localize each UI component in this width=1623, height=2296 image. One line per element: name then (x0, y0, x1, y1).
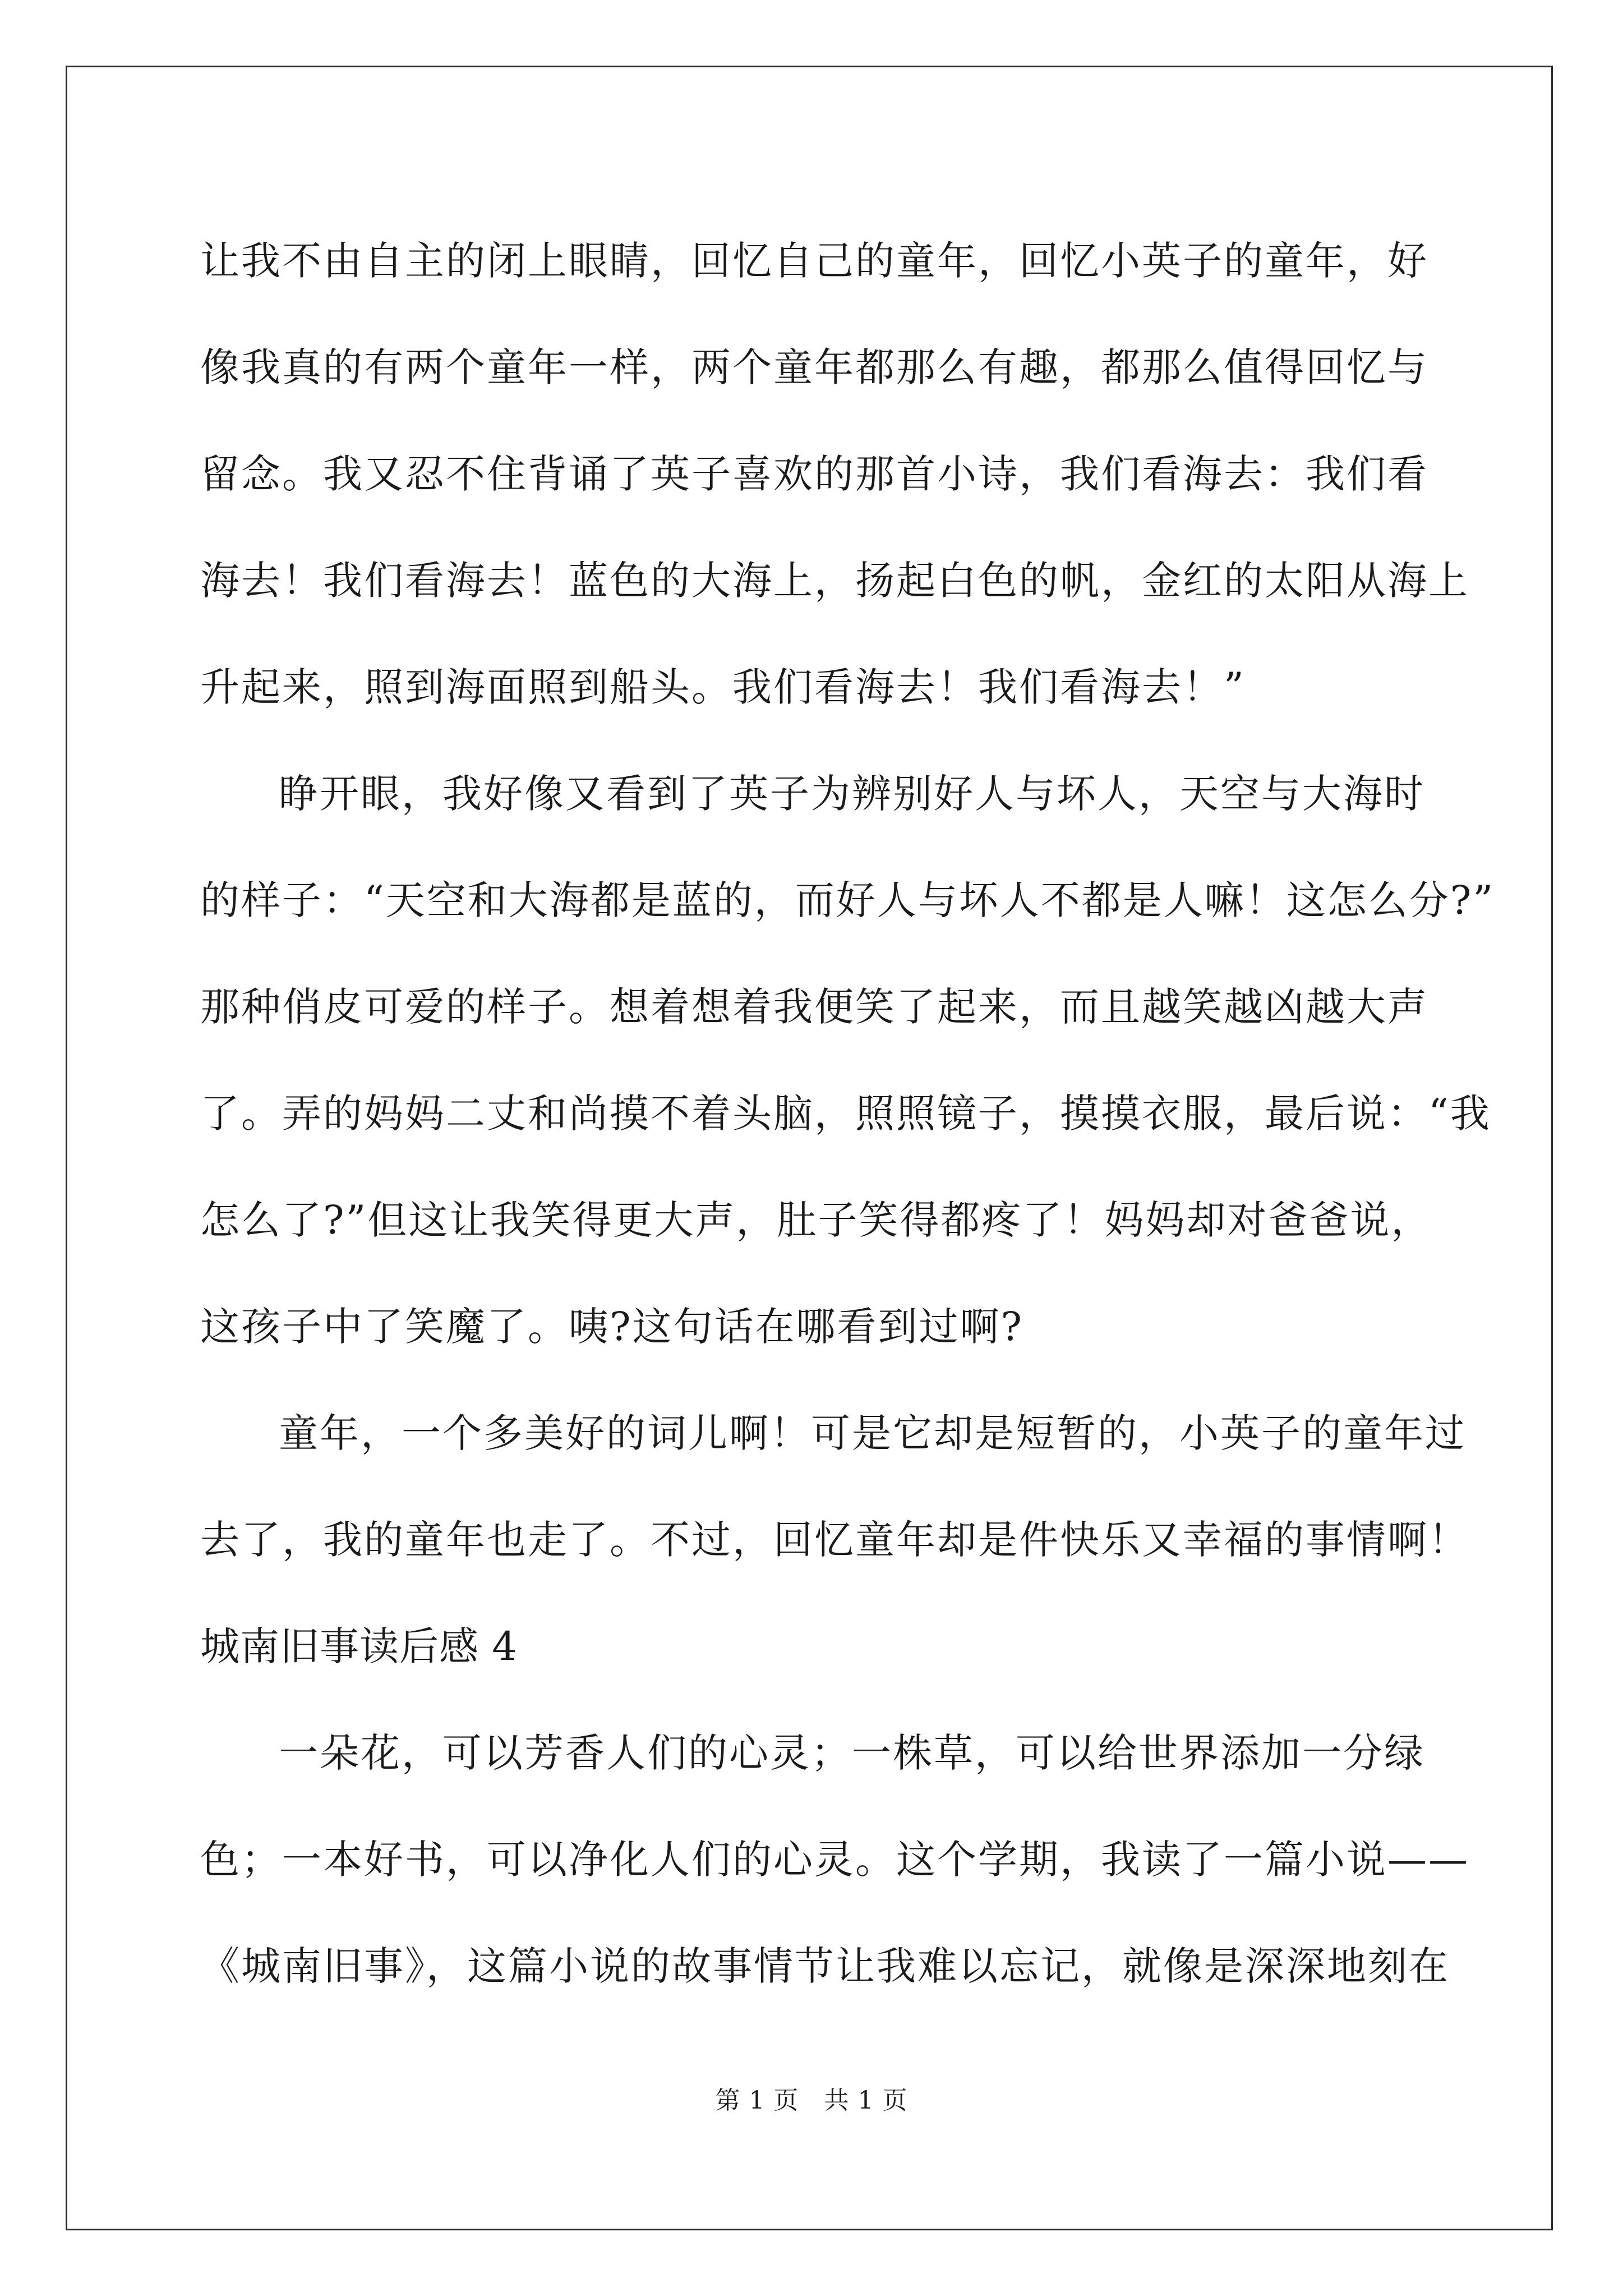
text-line-9: 了。弄的妈妈二丈和尚摸不着头脑，照照镜子，摸摸衣服，最后说：“我 (200, 1091, 1491, 1137)
text-line-13: 去了，我的童年也走了。不过，回忆童年却是件快乐又幸福的事情啊！ (200, 1517, 1469, 1563)
text-line-17: 《城南旧事》，这篇小说的故事情节让我难以忘记，就像是深深地刻在 (200, 1943, 1450, 1989)
text-line-12: 童年，一个多美好的词儿啊！可是它却是短暂的，小英子的童年过 (279, 1410, 1466, 1456)
text-line-1: 让我不由自主的闭上眼睛，回忆自己的童年，回忆小英子的童年，好 (200, 238, 1428, 284)
text-line-5: 升起来，照到海面照到船头。我们看海去！我们看海去！” (200, 664, 1246, 710)
text-line-6: 睁开眼，我好像又看到了英子为辨别好人与坏人，天空与大海时 (279, 771, 1425, 817)
text-line-16: 色；一本好书，可以净化人们的心灵。这个学期，我读了一篇小说—— (200, 1837, 1469, 1883)
text-line-4: 海去！我们看海去！蓝色的大海上，扬起白色的帆，金红的太阳从海上 (200, 558, 1469, 604)
document-body (200, 208, 1495, 2019)
text-line-11: 这孩子中了笑魔了。咦?这句话在哪看到过啊? (200, 1304, 1024, 1350)
text-line-10: 怎么了?”但这让我笑得更大声，肚子笑得都疼了！妈妈却对爸爸说， (200, 1197, 1432, 1243)
page-number-footer: 第 1 页 共 1 页 (715, 2086, 908, 2115)
text-line-8: 那种俏皮可爱的样子。想着想着我便笑了起来，而且越笑越凶越大声 (200, 984, 1428, 1030)
section-heading: 城南旧事读后感 4 (200, 1623, 518, 1669)
text-line-15: 一朵花，可以芳香人们的心灵；一株草，可以给世界添加一分绿 (279, 1730, 1425, 1776)
text-line-3: 留念。我又忍不住背诵了英子喜欢的那首小诗，我们看海去：我们看 (200, 451, 1428, 497)
text-line-7: 的样子：“天空和大海都是蓝的，而好人与坏人不都是人嘛！这怎么分?” (200, 877, 1495, 923)
text-line-2: 像我真的有两个童年一样，两个童年都那么有趣，都那么值得回忆与 (200, 344, 1428, 390)
